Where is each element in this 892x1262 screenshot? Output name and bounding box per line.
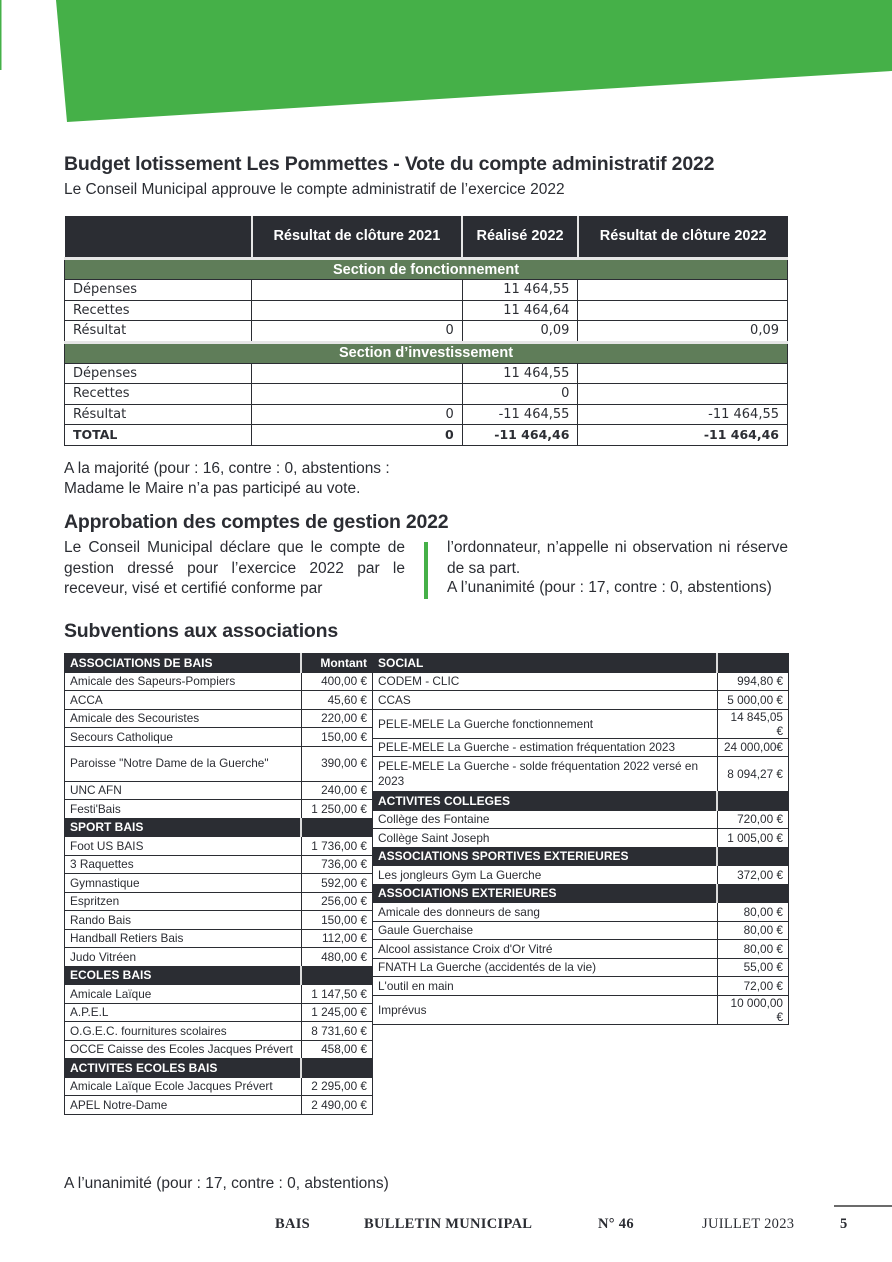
association-name: FNATH La Guerche (accidentés de la vie) <box>373 958 718 977</box>
budget-cloture-2021 <box>252 384 463 405</box>
budget-row <box>65 363 788 384</box>
association-name: Gymnastique <box>65 874 302 893</box>
subvention-row <box>65 1040 373 1059</box>
subvention-amount: 8 731,60 € <box>301 1022 373 1041</box>
budget-row <box>65 300 788 321</box>
association-name: O.G.E.C. fournitures scolaires <box>65 1022 302 1041</box>
association-name: Collège Saint Joseph <box>373 829 718 848</box>
budget-cloture-2022 <box>578 300 788 321</box>
category-amount-header <box>301 1059 373 1078</box>
page-number: 5 <box>840 1216 848 1232</box>
association-name: Gaule Guerchaise <box>373 921 718 940</box>
category-amount-header <box>717 654 789 673</box>
subvention-row <box>65 929 373 948</box>
budget-row-label: Dépenses <box>65 280 252 301</box>
budget-vote-line1: A la majorité (pour : 16, contre : 0, abstentions : <box>64 460 390 477</box>
subvention-amount: 2 490,00 € <box>301 1096 373 1115</box>
subvention-amount: 8 094,27 € <box>717 757 789 792</box>
budget-total-2021: 0 <box>252 425 463 446</box>
subvention-row <box>373 995 789 1024</box>
subvention-row <box>373 829 789 848</box>
subvention-row <box>65 985 373 1004</box>
subvention-amount: 240,00 € <box>301 781 373 800</box>
budget-header-cloture-2021: Résultat de clôture 2021 <box>252 216 463 259</box>
budget-total-realise: -11 464,46 <box>462 425 578 446</box>
subvention-row <box>65 781 373 800</box>
subvention-row <box>65 709 373 728</box>
budget-row-label: Résultat <box>65 321 252 343</box>
budget-cloture-2021: 0 <box>252 321 463 343</box>
category-label: ECOLES BAIS <box>65 966 302 985</box>
category-label: SOCIAL <box>373 654 718 673</box>
subvention-amount: 1 736,00 € <box>301 837 373 856</box>
subvention-amount: 2 295,00 € <box>301 1077 373 1096</box>
association-name: PELE-MELE La Guerche fonctionnement <box>373 709 718 738</box>
category-header-row <box>373 847 789 866</box>
subvention-amount: 72,00 € <box>717 977 789 996</box>
association-name: CODEM - CLIC <box>373 672 718 691</box>
category-label: ASSOCIATIONS SPORTIVES EXTERIEURES <box>373 847 718 866</box>
budget-cloture-2022: 0,09 <box>578 321 788 343</box>
budget-header-label <box>65 216 252 259</box>
subvention-amount: 458,00 € <box>301 1040 373 1059</box>
gestion-left-text: Le Conseil Municipal déclare que le compte de gestion dressé pour l’exercice 2022 par le receveur, visé et certifié conforme par <box>64 539 405 597</box>
subvention-amount: 5 000,00 € <box>717 691 789 710</box>
budget-row-label: Dépenses <box>65 363 252 384</box>
subvention-amount: 736,00 € <box>301 855 373 874</box>
budget-cloture-2021 <box>252 280 463 301</box>
association-name: L'outil en main <box>373 977 718 996</box>
subvention-amount: 10 000,00 € <box>717 995 789 1024</box>
subvention-amount: 150,00 € <box>301 728 373 747</box>
association-name: Amicale des donneurs de sang <box>373 903 718 922</box>
budget-cloture-2021 <box>252 300 463 321</box>
association-name: ACCA <box>65 691 302 710</box>
category-label: ASSOCIATIONS DE BAIS <box>65 654 302 673</box>
category-amount-header <box>301 966 373 985</box>
budget-realise-2022: 11 464,55 <box>462 280 578 301</box>
association-name: UNC AFN <box>65 781 302 800</box>
banner-left-edge <box>0 0 2 70</box>
association-name: Rando Bais <box>65 911 302 930</box>
subvention-row <box>373 903 789 922</box>
association-name: Amicale Laïque <box>65 985 302 1004</box>
subvention-amount: 80,00 € <box>717 903 789 922</box>
category-label: ACTIVITES ECOLES BAIS <box>65 1059 302 1078</box>
subvention-amount: 1 147,50 € <box>301 985 373 1004</box>
association-name: Secours Catholique <box>65 728 302 747</box>
subvention-amount: 45,60 € <box>301 691 373 710</box>
budget-row-label: Recettes <box>65 300 252 321</box>
subvention-amount: 80,00 € <box>717 940 789 959</box>
budget-cloture-2022 <box>578 384 788 405</box>
subventions-vote: A l’unanimité (pour : 17, contre : 0, abstentions) <box>64 1175 389 1192</box>
association-name: Handball Retiers Bais <box>65 929 302 948</box>
subvention-row <box>373 866 789 885</box>
budget-section-label: Section d’investissement <box>65 342 788 363</box>
budget-header-realise-2022: Réalisé 2022 <box>462 216 578 259</box>
budget-section-row <box>65 342 788 363</box>
budget-table <box>64 216 788 446</box>
subvention-row <box>65 911 373 930</box>
subvention-row <box>373 977 789 996</box>
subvention-row <box>373 958 789 977</box>
subvention-row <box>65 948 373 967</box>
category-header-row <box>65 818 373 837</box>
budget-vote-line2: Madame le Maire n’a pas participé au vote. <box>64 480 361 497</box>
banner-green-shape <box>56 0 892 122</box>
subvention-amount: 480,00 € <box>301 948 373 967</box>
subvention-row <box>65 1077 373 1096</box>
budget-section-row <box>65 259 788 280</box>
budget-row-label: Résultat <box>65 404 252 425</box>
category-label: SPORT BAIS <box>65 818 302 837</box>
subvention-amount: 112,00 € <box>301 929 373 948</box>
budget-row-label: Recettes <box>65 384 252 405</box>
subvention-row <box>65 1096 373 1115</box>
association-name: Espritzen <box>65 892 302 911</box>
budget-total-row <box>65 425 788 446</box>
category-header-row <box>65 1059 373 1078</box>
association-name: Collège des Fontaine <box>373 810 718 829</box>
gestion-right-text: l’ordonnateur, n’appelle ni observation ni réserve de sa part. <box>447 539 788 577</box>
gestion-vote: A l’unanimité (pour : 17, contre : 0, abstentions) <box>447 579 772 596</box>
association-name: Foot US BAIS <box>65 837 302 856</box>
subvention-row <box>65 855 373 874</box>
subvention-row <box>65 672 373 691</box>
subvention-amount: 55,00 € <box>717 958 789 977</box>
category-amount-header <box>301 818 373 837</box>
subvention-amount: 592,00 € <box>301 874 373 893</box>
association-name: 3 Raquettes <box>65 855 302 874</box>
category-label: ASSOCIATIONS EXTERIEURES <box>373 884 718 903</box>
subvention-row <box>373 691 789 710</box>
subvention-row <box>373 810 789 829</box>
budget-realise-2022: 11 464,55 <box>462 363 578 384</box>
subvention-amount: 220,00 € <box>301 709 373 728</box>
category-amount-header <box>717 884 789 903</box>
subvention-row <box>65 728 373 747</box>
budget-realise-2022: 0 <box>462 384 578 405</box>
association-name: Judo Vitréen <box>65 948 302 967</box>
budget-row <box>65 280 788 301</box>
budget-cloture-2022: -11 464,55 <box>578 404 788 425</box>
association-name: Amicale Laïque Ecole Jacques Prévert <box>65 1077 302 1096</box>
subvention-amount: 720,00 € <box>717 810 789 829</box>
budget-cloture-2022 <box>578 280 788 301</box>
budget-header-cloture-2022: Résultat de clôture 2022 <box>578 216 788 259</box>
subvention-amount: 150,00 € <box>301 911 373 930</box>
category-amount-header <box>717 847 789 866</box>
budget-total-2022: -11 464,46 <box>578 425 788 446</box>
budget-cloture-2022 <box>578 363 788 384</box>
header-banner <box>0 0 892 130</box>
budget-realise-2022: -11 464,55 <box>462 404 578 425</box>
subvention-row <box>65 800 373 819</box>
budget-row <box>65 321 788 343</box>
subvention-amount: 994,80 € <box>717 672 789 691</box>
subventions-right-table <box>372 653 789 1025</box>
budget-cloture-2021: 0 <box>252 404 463 425</box>
budget-cloture-2021 <box>252 363 463 384</box>
subvention-amount: 390,00 € <box>301 746 373 781</box>
subvention-amount: 14 845,05 € <box>717 709 789 738</box>
budget-title: Budget lotissement Les Pommettes - Vote du compte administratif 2022 <box>64 153 715 175</box>
association-name: A.P.E.L <box>65 1003 302 1022</box>
subvention-amount: 1 005,00 € <box>717 829 789 848</box>
budget-section-label: Section de fonctionnement <box>65 259 788 280</box>
association-name: APEL Notre-Dame <box>65 1096 302 1115</box>
budget-header-row <box>65 216 788 259</box>
subvention-row <box>373 672 789 691</box>
association-name: Paroisse "Notre Dame de la Guerche" <box>65 746 302 781</box>
gestion-title: Approbation des comptes de gestion 2022 <box>64 511 449 533</box>
subvention-row <box>373 757 789 792</box>
subvention-amount: 1 245,00 € <box>301 1003 373 1022</box>
budget-realise-2022: 11 464,64 <box>462 300 578 321</box>
subvention-amount: 24 000,00€ <box>717 738 789 757</box>
association-name: Les jongleurs Gym La Guerche <box>373 866 718 885</box>
category-header-row <box>373 884 789 903</box>
subvention-amount: 256,00 € <box>301 892 373 911</box>
subvention-amount: 400,00 € <box>301 672 373 691</box>
category-amount-header: Montant <box>301 654 373 673</box>
budget-row <box>65 384 788 405</box>
subventions-left-table <box>64 653 373 1115</box>
subvention-row <box>373 738 789 757</box>
footer-date: JUILLET 2023 <box>702 1216 795 1232</box>
subvention-row <box>373 940 789 959</box>
subvention-amount: 1 250,00 € <box>301 800 373 819</box>
category-header-row <box>373 792 789 811</box>
association-name: Alcool assistance Croix d'Or Vitré <box>373 940 718 959</box>
footer-issue: N° 46 <box>598 1216 634 1232</box>
subventions-title: Subventions aux associations <box>64 620 338 642</box>
subvention-row <box>65 874 373 893</box>
association-name: Amicale des Secouristes <box>65 709 302 728</box>
category-amount-header <box>717 792 789 811</box>
category-header-row <box>65 966 373 985</box>
association-name: CCAS <box>373 691 718 710</box>
subvention-row <box>65 1003 373 1022</box>
subvention-amount: 372,00 € <box>717 866 789 885</box>
subvention-row <box>373 709 789 738</box>
budget-total-label: TOTAL <box>65 425 252 446</box>
category-header-row <box>65 654 373 673</box>
column-separator <box>424 542 428 599</box>
footer-town: BAIS <box>275 1216 311 1232</box>
association-name: OCCE Caisse des Ecoles Jacques Prévert <box>65 1040 302 1059</box>
subvention-row <box>65 837 373 856</box>
association-name: Amicale des Sapeurs-Pompiers <box>65 672 302 691</box>
subvention-row <box>65 892 373 911</box>
association-name: Festi'Bais <box>65 800 302 819</box>
budget-intro: Le Conseil Municipal approuve le compte administratif de l’exercice 2022 <box>64 181 565 198</box>
subvention-row <box>65 1022 373 1041</box>
category-header-row <box>373 654 789 673</box>
subvention-row <box>65 746 373 781</box>
budget-row <box>65 404 788 425</box>
association-name: PELE-MELE La Guerche - solde fréquentation 2022 versé en 2023 <box>373 757 718 792</box>
subvention-row <box>373 921 789 940</box>
footer-rule <box>834 1205 892 1207</box>
subvention-amount: 80,00 € <box>717 921 789 940</box>
footer-publication: BULLETIN MUNICIPAL <box>364 1216 533 1232</box>
association-name: PELE-MELE La Guerche - estimation fréquentation 2023 <box>373 738 718 757</box>
category-label: ACTIVITES COLLEGES <box>373 792 718 811</box>
association-name: Imprévus <box>373 995 718 1024</box>
budget-realise-2022: 0,09 <box>462 321 578 343</box>
subvention-row <box>65 691 373 710</box>
